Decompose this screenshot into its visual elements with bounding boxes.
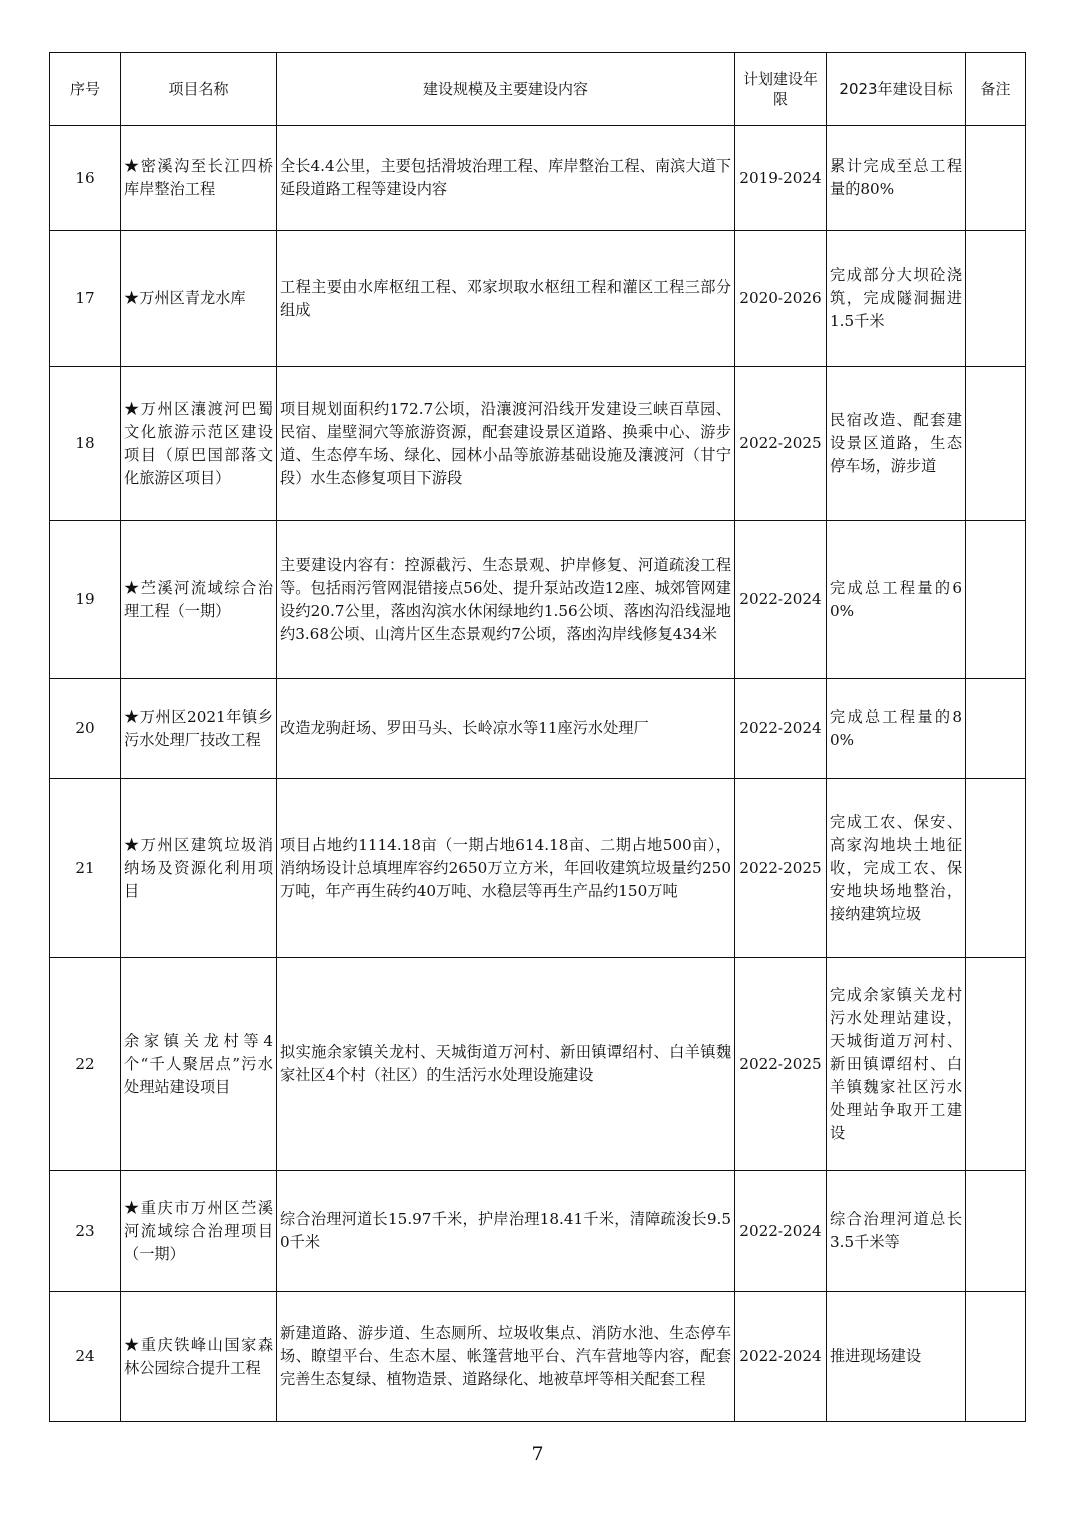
cell-target: 完成总工程量的60% — [827, 521, 966, 679]
cell-period: 2022-2024 — [735, 1171, 827, 1292]
cell-no: 24 — [50, 1292, 121, 1422]
cell-project-name: ★万州区2021年镇乡污水处理厂技改工程 — [121, 679, 277, 779]
cell-project-name: ★密溪沟至长江四桥库岸整治工程 — [121, 126, 277, 231]
table-row — [50, 679, 1026, 779]
table-row — [50, 1292, 1026, 1422]
header-no: 序号 — [50, 53, 121, 126]
cell-note — [966, 1171, 1026, 1292]
cell-note — [966, 231, 1026, 367]
cell-note — [966, 1292, 1026, 1422]
cell-no: 18 — [50, 367, 121, 521]
cell-target: 完成部分大坝砼浇筑，完成隧洞掘进1.5千米 — [827, 231, 966, 367]
cell-period: 2022-2024 — [735, 521, 827, 679]
header-target: 2023年建设目标 — [827, 53, 966, 126]
header-content: 建设规模及主要建设内容 — [277, 53, 735, 126]
project-table — [49, 52, 1026, 1422]
cell-project-name: ★苎溪河流域综合治理工程（一期） — [121, 521, 277, 679]
cell-target: 综合治理河道总长3.5千米等 — [827, 1171, 966, 1292]
table-header-row — [50, 53, 1026, 126]
table-row — [50, 521, 1026, 679]
cell-target: 累计完成至总工程量的80% — [827, 126, 966, 231]
cell-no: 16 — [50, 126, 121, 231]
cell-period: 2022-2024 — [735, 679, 827, 779]
cell-no: 22 — [50, 958, 121, 1171]
cell-period: 2022-2024 — [735, 1292, 827, 1422]
table-row — [50, 958, 1026, 1171]
cell-content: 工程主要由水库枢纽工程、邓家坝取水枢纽工程和灌区工程三部分组成 — [277, 231, 735, 367]
cell-note — [966, 367, 1026, 521]
header-period: 计划建设年限 — [735, 53, 827, 126]
table-row — [50, 367, 1026, 521]
cell-note — [966, 779, 1026, 958]
cell-content: 主要建设内容有：控源截污、生态景观、护岸修复、河道疏浚工程等。包括雨污管网混错接点56处、提升泵站改造12座、城郊管网建设约20.7公里，落凼沟滨水休闲绿地约1.56公顷、落凼沟沿线湿地约3.68公顷、山湾片区生态景观约7公顷，落凼沟岸线修复434米 — [277, 521, 735, 679]
cell-note — [966, 521, 1026, 679]
cell-content: 拟实施余家镇关龙村、天城街道万河村、新田镇谭绍村、白羊镇魏家社区4个村（社区）的生活污水处理设施建设 — [277, 958, 735, 1171]
page-number: 7 — [531, 1443, 544, 1465]
cell-content: 项目占地约1114.18亩（一期占地614.18亩、二期占地500亩），消纳场设计总填埋库容约2650万立方米，年回收建筑垃圾量约250万吨，年产再生砖约40万吨、水稳层等再生产品约150万吨 — [277, 779, 735, 958]
table-row — [50, 779, 1026, 958]
cell-no: 17 — [50, 231, 121, 367]
cell-content: 改造龙驹赶场、罗田马头、长岭凉水等11座污水处理厂 — [277, 679, 735, 779]
cell-no: 21 — [50, 779, 121, 958]
cell-no: 19 — [50, 521, 121, 679]
cell-target: 完成工农、保安、高家沟地块土地征收，完成工农、保安地块场地整治，接纳建筑垃圾 — [827, 779, 966, 958]
cell-target: 推进现场建设 — [827, 1292, 966, 1422]
cell-period: 2022-2025 — [735, 958, 827, 1171]
cell-target: 完成总工程量的80% — [827, 679, 966, 779]
cell-note — [966, 679, 1026, 779]
cell-project-name: ★万州区瀼渡河巴蜀文化旅游示范区建设项目（原巴国部落文化旅游区项目） — [121, 367, 277, 521]
cell-period: 2019-2024 — [735, 126, 827, 231]
table-row — [50, 1171, 1026, 1292]
cell-content: 全长4.4公里，主要包括滑坡治理工程、库岸整治工程、南滨大道下延段道路工程等建设内容 — [277, 126, 735, 231]
table-row — [50, 126, 1026, 231]
table-row — [50, 231, 1026, 367]
cell-note — [966, 126, 1026, 231]
cell-period: 2020-2026 — [735, 231, 827, 367]
table-body — [50, 126, 1026, 1422]
cell-content: 项目规划面积约172.7公顷，沿瀼渡河沿线开发建设三峡百草园、民宿、崖壁洞穴等旅游资源，配套建设景区道路、换乘中心、游步道、生态停车场、绿化、园林小品等旅游基础设施及瀼渡河（甘宁段）水生态修复项目下游段 — [277, 367, 735, 521]
cell-no: 20 — [50, 679, 121, 779]
cell-target: 民宿改造、配套建设景区道路，生态停车场，游步道 — [827, 367, 966, 521]
cell-content: 新建道路、游步道、生态厕所、垃圾收集点、消防水池、生态停车场、瞭望平台、生态木屋、帐篷营地平台、汽车营地等内容，配套完善生态复绿、植物造景、道路绿化、地被草坪等相关配套工程 — [277, 1292, 735, 1422]
header-name: 项目名称 — [121, 53, 277, 126]
cell-project-name: 余家镇关龙村等4个“千人聚居点”污水处理站建设项目 — [121, 958, 277, 1171]
cell-project-name: ★重庆市万州区苎溪河流域综合治理项目（一期） — [121, 1171, 277, 1292]
cell-note — [966, 958, 1026, 1171]
cell-period: 2022-2025 — [735, 779, 827, 958]
cell-no: 23 — [50, 1171, 121, 1292]
cell-project-name: ★万州区青龙水库 — [121, 231, 277, 367]
cell-target: 完成余家镇关龙村污水处理站建设，天城街道万河村、新田镇谭绍村、白羊镇魏家社区污水处理站争取开工建设 — [827, 958, 966, 1171]
cell-project-name: ★重庆铁峰山国家森林公园综合提升工程 — [121, 1292, 277, 1422]
cell-period: 2022-2025 — [735, 367, 827, 521]
cell-content: 综合治理河道长15.97千米，护岸治理18.41千米，清障疏浚长9.50千米 — [277, 1171, 735, 1292]
header-note: 备注 — [966, 53, 1026, 126]
cell-project-name: ★万州区建筑垃圾消纳场及资源化利用项目 — [121, 779, 277, 958]
